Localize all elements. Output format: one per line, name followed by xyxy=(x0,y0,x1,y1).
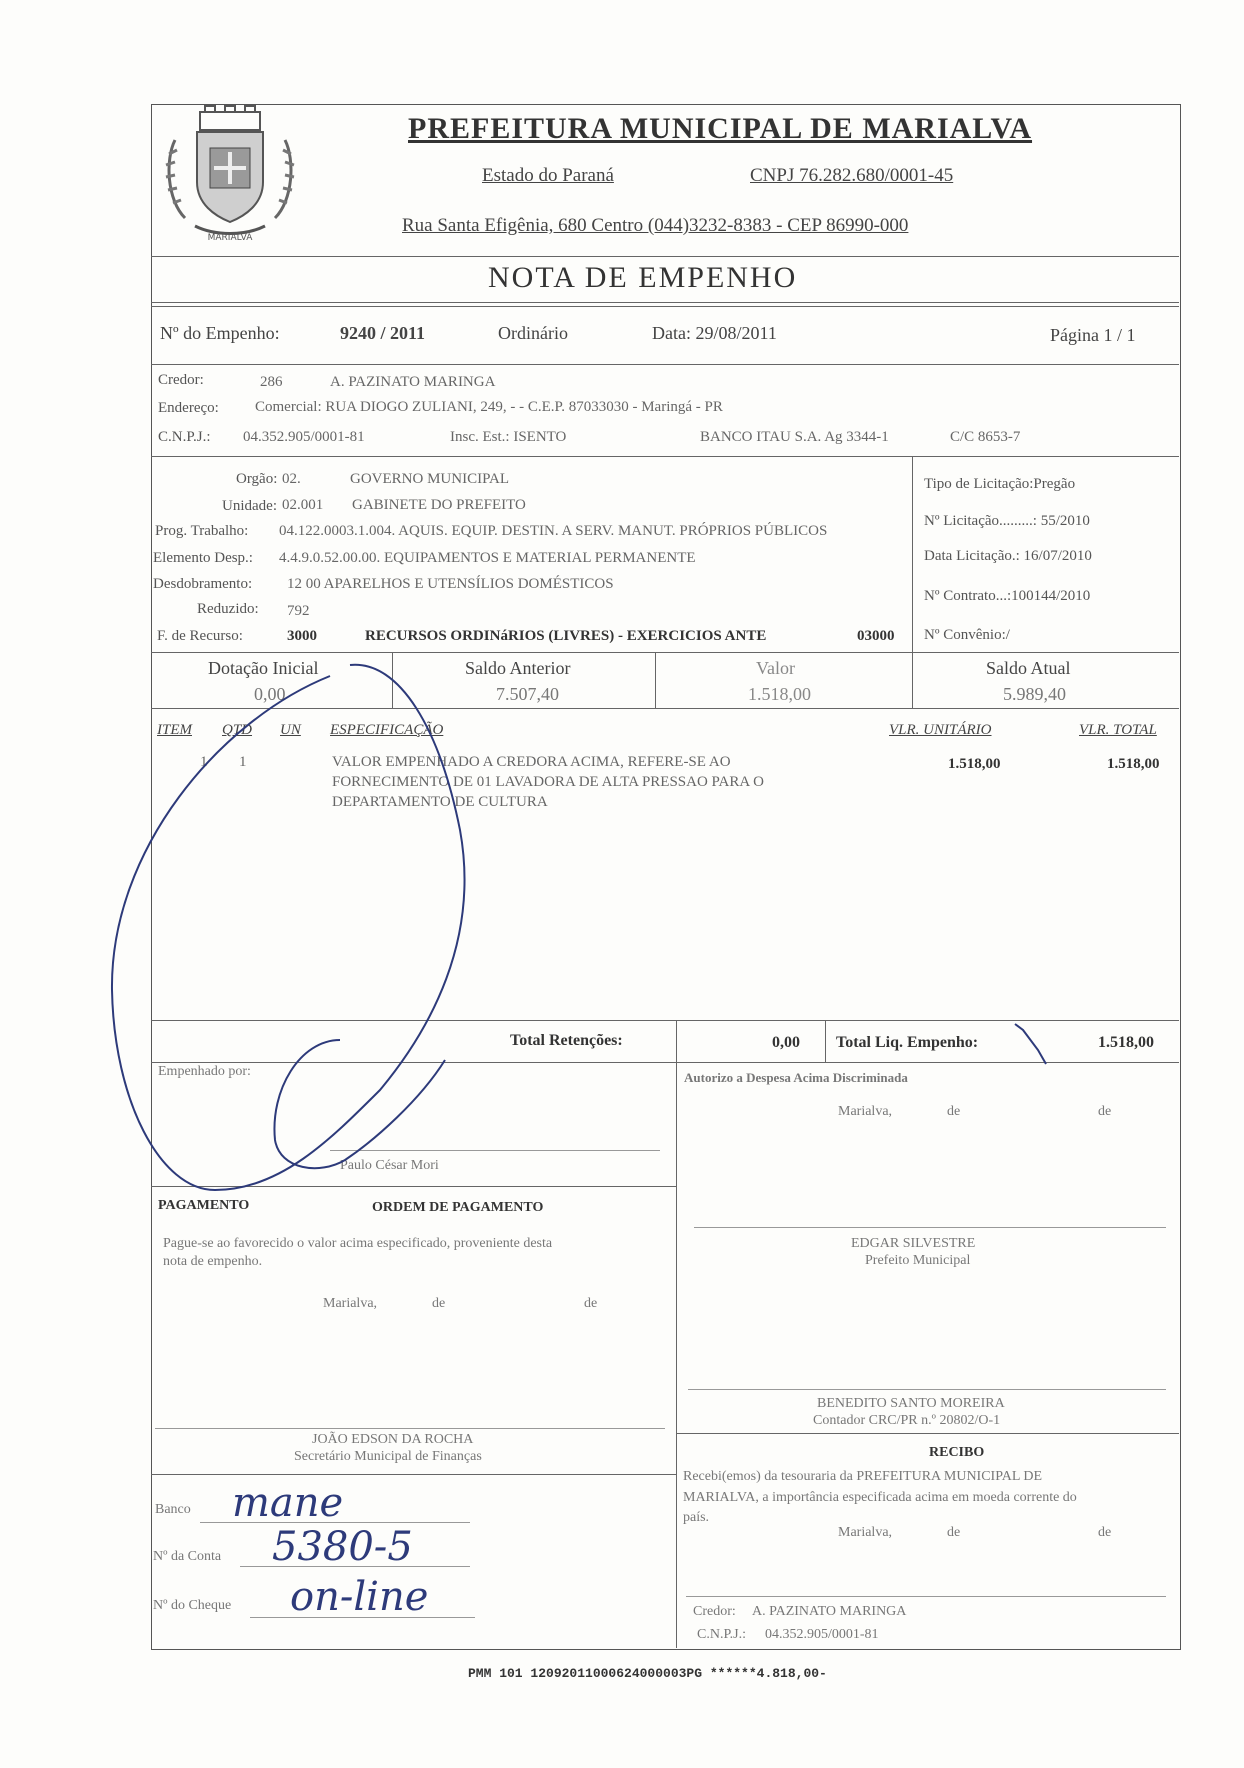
credor-insc: Insc. Est.: ISENTO xyxy=(450,429,567,445)
date-de-3a: de xyxy=(947,1525,961,1540)
recibo-line-2: MARIALVA, a importância especificada acima em moeda corrente do xyxy=(683,1490,1077,1505)
marialva-date-1: Marialva, xyxy=(838,1104,893,1119)
convenio-number: Nº Convênio:/ xyxy=(924,627,1010,643)
benedito-title: Contador CRC/PR n.º 20802/O-1 xyxy=(813,1413,1001,1428)
saldo-atual-label: Saldo Atual xyxy=(986,658,1071,678)
date-de-2b: de xyxy=(584,1296,598,1311)
licitacao-type: Tipo de Licitação:Pregão xyxy=(924,476,1076,492)
joao-title: Secretário Municipal de Finanças xyxy=(294,1449,482,1464)
item-spec-line-1: VALOR EMPENHADO A CREDORA ACIMA, REFERE-SE AO xyxy=(332,754,731,770)
fonte-code: 3000 xyxy=(287,628,317,644)
pagamento-label: PAGAMENTO xyxy=(158,1198,250,1213)
col-vlr-unitario: VLR. UNITÁRIO xyxy=(889,722,992,738)
item-spec-line-3: DEPARTAMENTO DE CULTURA xyxy=(332,794,548,810)
credor-code: 286 xyxy=(260,374,283,390)
credor-cnpj-label: C.N.P.J.: xyxy=(158,429,211,445)
cheque-handwritten: on-line xyxy=(290,1574,429,1620)
unidade-name: GABINETE DO PREFEITO xyxy=(352,497,526,513)
fonte-name: RECURSOS ORDINáRIOS (LIVRES) - EXERCICIOS ANTE xyxy=(365,628,767,644)
credor-label: Credor: xyxy=(158,372,204,388)
banco-handwritten: mane xyxy=(232,1480,344,1526)
address-label: Rua Santa Efigênia, 680 Centro (044)3232-8383 - CEP 86990-000 xyxy=(402,215,909,236)
orgao-code: 02. xyxy=(282,471,301,487)
contrato-number: Nº Contrato...:100144/2010 xyxy=(924,588,1091,604)
reduzido-label: Reduzido: xyxy=(197,601,259,617)
state-label: Estado do Paraná xyxy=(482,165,614,186)
retencoes-label: Total Retenções: xyxy=(510,1032,623,1049)
empenho-number: 9240 / 2011 xyxy=(340,323,426,343)
joao-name: JOÃO EDSON DA ROCHA xyxy=(312,1432,474,1447)
orgao-label: Orgão: xyxy=(236,471,278,487)
desdobramento-value: 12 00 APARELHOS E UTENSÍLIOS DOMÉSTICOS xyxy=(287,576,614,592)
svg-text:MARIALVA: MARIALVA xyxy=(207,233,253,243)
credor-cnpj: 04.352.905/0001-81 xyxy=(243,429,365,445)
col-un: UN xyxy=(280,722,301,738)
endereco-label: Endereço: xyxy=(158,400,219,416)
ordem-pagamento-label: ORDEM DE PAGAMENTO xyxy=(372,1200,544,1215)
barcode-line: PMM 101 12092011000624000003PG ******4.818,00- xyxy=(468,1666,827,1681)
elemento-label: Elemento Desp.: xyxy=(153,550,253,566)
item-unit-price: 1.518,00 xyxy=(948,756,1001,772)
page-title: PREFEITURA MUNICIPAL DE MARIALVA xyxy=(408,112,1033,145)
desdobramento-label: Desdobramento: xyxy=(153,576,253,592)
benedito-name: BENEDITO SANTO MOREIRA xyxy=(817,1396,1005,1411)
credor-bank: BANCO ITAU S.A. Ag 3344-1 xyxy=(700,429,889,445)
doc-title: NOTA DE EMPENHO xyxy=(488,261,798,294)
recibo-cnpj-label: C.N.P.J.: xyxy=(697,1627,747,1642)
reduzido-value: 792 xyxy=(287,603,310,619)
item-spec-line-2: FORNECIMENTO DE 01 LAVADORA DE ALTA PRESSAO PARA O xyxy=(332,774,764,790)
empenhado-por-label: Empenhado por: xyxy=(158,1064,251,1079)
date-de-1b: de xyxy=(1098,1104,1112,1119)
prog-value: 04.122.0003.1.004. AQUIS. EQUIP. DESTIN. A SERV. MANUT. PRÓPRIOS PÚBLICOS xyxy=(279,523,828,539)
liquido-label: Total Liq. Empenho: xyxy=(836,1034,979,1051)
edgar-name: EDGAR SILVESTRE xyxy=(851,1236,976,1251)
valor-value: 1.518,00 xyxy=(748,684,811,704)
orgao-name: GOVERNO MUNICIPAL xyxy=(350,471,510,487)
conta-handwritten: 5380-5 xyxy=(272,1524,413,1570)
col-qtd: QTD xyxy=(222,722,253,738)
valor-label: Valor xyxy=(756,658,795,678)
saldo-atual-value: 5.989,40 xyxy=(1003,684,1066,704)
dotacao-value: 0,00 xyxy=(254,684,286,704)
dotacao-label: Dotação Inicial xyxy=(208,658,319,678)
date-de-1a: de xyxy=(947,1104,961,1119)
marialva-date-3: Marialva, xyxy=(838,1525,893,1540)
conta-label: Nº da Conta xyxy=(153,1549,222,1564)
credor-name: A. PAZINATO MARINGA xyxy=(330,374,496,390)
recibo-label: RECIBO xyxy=(929,1445,985,1460)
date-de-2a: de xyxy=(432,1296,446,1311)
saldo-anterior-value: 7.507,40 xyxy=(496,684,559,704)
page-number: Página 1 / 1 xyxy=(1050,325,1136,345)
fonte-code-2: 03000 xyxy=(857,628,895,644)
recibo-cnpj: 04.352.905/0001-81 xyxy=(765,1627,879,1642)
pague-line-1: Pague-se ao favorecido o valor acima especificado, proveniente desta xyxy=(163,1236,553,1251)
elemento-value: 4.4.9.0.52.00.00. EQUIPAMENTOS E MATERIAL PERMANENTE xyxy=(279,550,696,566)
empenho-type: Ordinário xyxy=(498,323,568,343)
credor-account: C/C 8653-7 xyxy=(950,429,1021,445)
pague-line-2: nota de empenho. xyxy=(163,1254,263,1269)
col-especificacao: ESPECIFICAÇÃO xyxy=(330,722,444,738)
prog-label: Prog. Trabalho: xyxy=(155,523,249,539)
recibo-credor-label: Credor: xyxy=(693,1604,736,1619)
item-qty: 1 xyxy=(239,754,247,770)
licitacao-date: Data Licitação.: 16/07/2010 xyxy=(924,548,1092,564)
recibo-line-1: Recebi(emos) da tesouraria da PREFEITURA MUNICIPAL DE xyxy=(683,1469,1043,1484)
saldo-anterior-label: Saldo Anterior xyxy=(465,658,571,678)
empenho-date: Data: 29/08/2011 xyxy=(652,323,777,343)
unidade-code: 02.001 xyxy=(282,497,324,513)
autorizo-label: Autorizo a Despesa Acima Discriminada xyxy=(684,1070,908,1085)
cheque-label: Nº do Cheque xyxy=(153,1598,232,1613)
banco-label: Banco xyxy=(155,1502,191,1517)
edgar-title: Prefeito Municipal xyxy=(865,1253,971,1268)
fonte-label: F. de Recurso: xyxy=(157,628,243,644)
recibo-credor-name: A. PAZINATO MARINGA xyxy=(752,1604,907,1619)
cnpj-label: CNPJ 76.282.680/0001-45 xyxy=(750,165,954,186)
unidade-label: Unidade: xyxy=(222,498,277,514)
recibo-line-3: país. xyxy=(683,1510,710,1525)
item-total: 1.518,00 xyxy=(1107,756,1160,772)
col-vlr-total: VLR. TOTAL xyxy=(1079,722,1157,738)
item-number: 1 xyxy=(200,754,208,770)
retencoes-value: 0,00 xyxy=(772,1034,800,1051)
empenho-number-label: Nº do Empenho: xyxy=(160,323,280,343)
marialva-date-2: Marialva, xyxy=(323,1296,378,1311)
date-de-3b: de xyxy=(1098,1525,1112,1540)
paulo-cesar-mori: Paulo César Mori xyxy=(340,1158,439,1173)
licitacao-number: Nº Licitação.........: 55/2010 xyxy=(924,513,1090,529)
liquido-value: 1.518,00 xyxy=(1098,1034,1154,1051)
credor-address: Comercial: RUA DIOGO ZULIANI, 249, - - C.E.P. 87033030 - Maringá - PR xyxy=(255,399,723,415)
col-item: ITEM xyxy=(157,722,192,738)
